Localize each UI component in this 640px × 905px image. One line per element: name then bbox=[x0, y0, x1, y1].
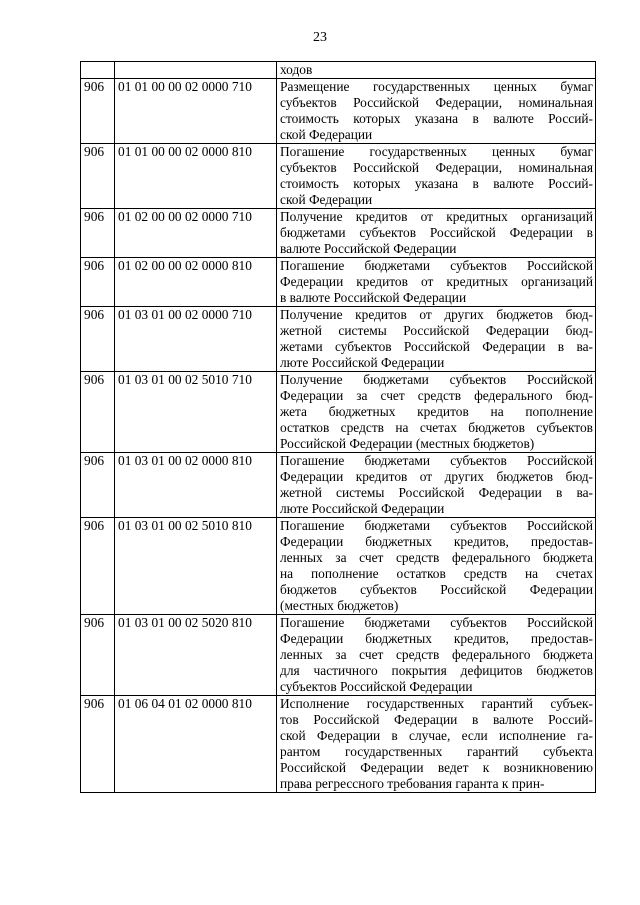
table-row bbox=[81, 307, 596, 372]
description-line: люте Российской Федерации bbox=[280, 501, 445, 516]
description-cell bbox=[277, 307, 596, 372]
description-line: Получение кредитов от других бюджетов бюд- bbox=[280, 307, 593, 322]
description-line: Федерации за счет средств федерального бюд- bbox=[280, 388, 593, 403]
description-line: Погашение бюджетами субъектов Российской bbox=[280, 453, 593, 468]
admin-code-cell bbox=[81, 62, 115, 79]
description-line: Исполнение государственных гарантий субъек- bbox=[280, 696, 593, 711]
description-line: люте Российской Федерации bbox=[280, 355, 445, 370]
description-cell bbox=[277, 696, 596, 793]
description-line: Погашение государственных ценных бумаг bbox=[280, 144, 593, 159]
description-line: для частичного покрытия дефицитов бюджетов bbox=[280, 663, 593, 678]
description-line: ленных за счет средств федерального бюджета bbox=[280, 550, 593, 565]
description-line: ской Федерации bbox=[280, 192, 373, 207]
description-line: Российской Федерации (местных бюджетов) bbox=[280, 436, 535, 451]
budget-code-cell: 01 03 01 00 02 0000 810 bbox=[115, 453, 277, 518]
description-cell bbox=[277, 209, 596, 258]
description-line: ходов bbox=[280, 62, 313, 77]
description-line: Получение кредитов от кредитных организаций bbox=[280, 209, 593, 224]
description-line: Погашение бюджетами субъектов Российской bbox=[280, 615, 593, 630]
table-row bbox=[81, 258, 596, 307]
description-cell bbox=[277, 453, 596, 518]
description-line: субъектов Российской Федерации, номинальная bbox=[280, 160, 593, 175]
description-line: права регрессного требования гаранта к прин- bbox=[280, 776, 545, 791]
budget-code-cell: 01 03 01 00 02 5010 710 bbox=[115, 372, 277, 453]
description-line: Российской Федерации ведет к возникновению bbox=[280, 760, 593, 775]
description-line: жетной системы Российской Федерации в ва- bbox=[280, 485, 593, 500]
description-line: в валюте Российской Федерации bbox=[280, 290, 467, 305]
table-row bbox=[81, 144, 596, 209]
description-line: Федерации бюджетных кредитов, предостав- bbox=[280, 631, 593, 646]
budget-code-cell bbox=[115, 62, 277, 79]
description-cell bbox=[277, 372, 596, 453]
description-line: рантом государственных гарантий субъекта bbox=[280, 744, 593, 759]
table-row bbox=[81, 696, 596, 793]
description-line: ской Федерации bbox=[280, 127, 373, 142]
admin-code-cell: 906 bbox=[81, 209, 115, 258]
budget-code-cell: 01 01 00 00 02 0000 810 bbox=[115, 144, 277, 209]
description-line: субъектов Российской Федерации, номинальная bbox=[280, 95, 593, 110]
description-line: остатков средств на счетах бюджетов субъектов bbox=[280, 420, 593, 435]
description-line: тов Российской Федерации в валюте Россий- bbox=[280, 712, 593, 727]
description-line: бюджетами субъектов Российской Федерации в bbox=[280, 225, 593, 240]
description-line: стоимость которых указана в валюте Россий- bbox=[280, 176, 593, 191]
budget-code-cell: 01 03 01 00 02 5020 810 bbox=[115, 615, 277, 696]
description-line: Федерации бюджетных кредитов, предостав- bbox=[280, 534, 593, 549]
admin-code-cell: 906 bbox=[81, 518, 115, 615]
admin-code-cell: 906 bbox=[81, 696, 115, 793]
description-line: бюджетов субъектов Российской Федерации bbox=[280, 582, 593, 597]
page-number: 23 bbox=[313, 30, 327, 45]
admin-code-cell: 906 bbox=[81, 453, 115, 518]
budget-code-cell: 01 01 00 00 02 0000 710 bbox=[115, 79, 277, 144]
description-line: Получение бюджетами субъектов Российской bbox=[280, 372, 593, 387]
description-cell bbox=[277, 518, 596, 615]
description-line: жетами субъектов Российской Федерации в ва- bbox=[280, 339, 593, 354]
table-row bbox=[81, 518, 596, 615]
table-row bbox=[81, 79, 596, 144]
description-line: валюте Российской Федерации bbox=[280, 241, 457, 256]
description-line: Погашение бюджетами субъектов Российской bbox=[280, 518, 593, 533]
description-line: жетной системы Российской Федерации бюд- bbox=[280, 323, 593, 338]
table-row bbox=[81, 453, 596, 518]
description-line: Размещение государственных ценных бумаг bbox=[280, 79, 593, 94]
table-row bbox=[81, 209, 596, 258]
budget-code-cell: 01 02 00 00 02 0000 710 bbox=[115, 209, 277, 258]
budget-code-cell: 01 06 04 01 02 0000 810 bbox=[115, 696, 277, 793]
description-line: на пополнение остатков средств на счетах bbox=[280, 566, 593, 581]
description-line: Федерации кредитов от кредитных организаций bbox=[280, 274, 593, 289]
table-row bbox=[81, 372, 596, 453]
budget-code-cell: 01 02 00 00 02 0000 810 bbox=[115, 258, 277, 307]
budget-code-cell: 01 03 01 00 02 5010 810 bbox=[115, 518, 277, 615]
description-line: ской Федерации в случае, если исполнение га- bbox=[280, 728, 593, 743]
description-line: (местных бюджетов) bbox=[280, 598, 399, 613]
admin-code-cell: 906 bbox=[81, 615, 115, 696]
description-cell bbox=[277, 144, 596, 209]
admin-code-cell: 906 bbox=[81, 372, 115, 453]
description-line: Погашение бюджетами субъектов Российской bbox=[280, 258, 593, 273]
description-line: жета бюджетных кредитов на пополнение bbox=[280, 404, 593, 419]
table-body bbox=[81, 62, 596, 793]
budget-code-cell: 01 03 01 00 02 0000 710 bbox=[115, 307, 277, 372]
description-line: Федерации кредитов от других бюджетов бюд- bbox=[280, 469, 593, 484]
admin-code-cell: 906 bbox=[81, 307, 115, 372]
description-cell bbox=[277, 79, 596, 144]
table-row bbox=[81, 62, 596, 79]
description-cell bbox=[277, 62, 596, 79]
description-line: субъектов Российской Федерации bbox=[280, 679, 473, 694]
budget-codes-table bbox=[80, 61, 596, 793]
admin-code-cell: 906 bbox=[81, 144, 115, 209]
table-row bbox=[81, 615, 596, 696]
admin-code-cell: 906 bbox=[81, 79, 115, 144]
description-cell bbox=[277, 258, 596, 307]
description-line: стоимость которых указана в валюте Россий- bbox=[280, 111, 593, 126]
admin-code-cell: 906 bbox=[81, 258, 115, 307]
description-line: ленных за счет средств федерального бюджета bbox=[280, 647, 593, 662]
description-cell bbox=[277, 615, 596, 696]
